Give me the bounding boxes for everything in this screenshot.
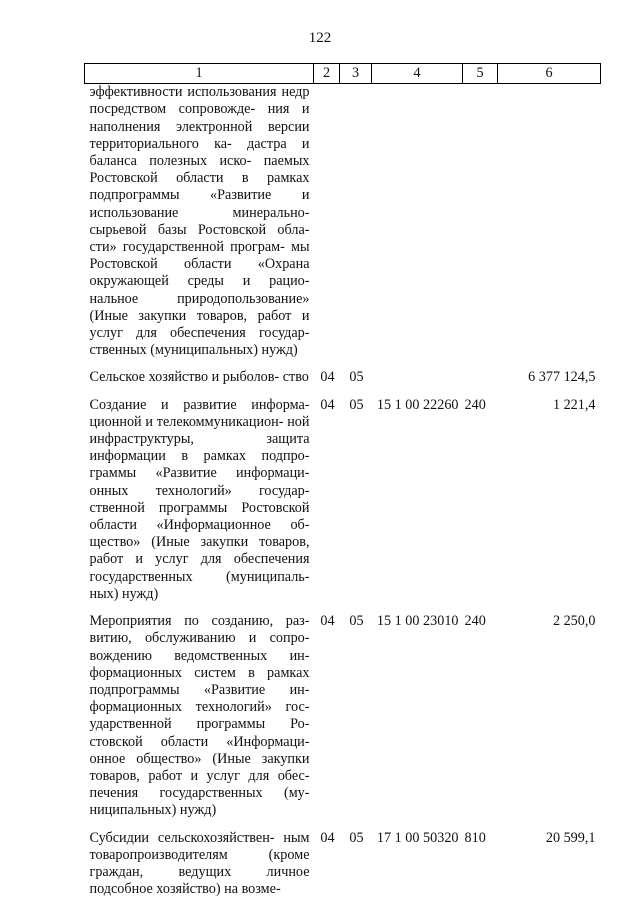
row-spacer [85, 387, 601, 397]
table-header-row [85, 64, 601, 84]
row-amount: 6 377 124,5 [528, 369, 596, 386]
row-amount: 2 250,0 [552, 613, 596, 630]
row-section-code: 04 [320, 396, 335, 413]
row-expense-type: 240 [464, 613, 486, 630]
column-header-6: 6 [498, 64, 601, 84]
table-row [85, 830, 601, 899]
column-header-4: 4 [372, 64, 463, 84]
row-expense-type: 810 [464, 829, 486, 846]
column-header-5: 5 [463, 64, 498, 84]
row-subsection-code: 05 [349, 396, 364, 413]
row-description: Мероприятия по созданию, раз- витию, обслуживанию и сопро- вождению ведомственных ин- формационных систем в рамках подпрограммы «Развитие ин- формационных технологий» гос- ударственной программы Ро- стовской области «Информаци- онное общество» (Иные закупки товаров, работ и услуг для обес- печения государственных (му- ниципальных) нужд) [89, 613, 310, 819]
row-section-code [314, 84, 340, 360]
row-target-article: 15 1 00 23010 [376, 613, 459, 630]
row-expense-type: 240 [464, 396, 486, 413]
row-expense-type [463, 84, 498, 360]
table-row [85, 369, 601, 386]
column-header-3: 3 [340, 64, 372, 84]
row-subsection-code: 05 [349, 829, 364, 846]
row-target-article [372, 369, 463, 386]
row-description: Субсидии сельскохозяйствен- ным товаропроизводителям (кроме граждан, ведущих личное подсобное хозяйство) на возме- [89, 829, 310, 898]
table-row [85, 397, 601, 603]
page-number: 122 [308, 30, 332, 46]
row-subsection-code: 05 [349, 369, 364, 386]
row-amount: 20 599,1 [545, 829, 596, 846]
row-target-article [372, 84, 463, 360]
row-section-code: 04 [320, 829, 335, 846]
row-section-code: 04 [320, 613, 335, 630]
table-row [85, 84, 601, 360]
budget-table [84, 63, 601, 898]
table-row [85, 613, 601, 819]
column-header-1: 1 [85, 64, 314, 84]
row-description: Сельское хозяйство и рыболов- ство [89, 369, 309, 386]
row-description: эффективности использования недр посредством сопровожде- ния и наполнения электронной версии территориального ка- дастра и баланса полезных иско- паемых Ростовской области в рамках подпрограммы «Развитие и использование минерально- сырьевой базы Ростовской обла- сти» государственной програм- мы Ростовской области «Охрана окружающей среды и рацио- нальное природопользование» (Иные закупки товаров, работ и услуг для обеспечения государ- ственных (муниципальных) нужд) [89, 84, 310, 359]
row-amount: 1 221,4 [552, 396, 596, 413]
row-subsection-code [340, 84, 372, 360]
row-spacer [85, 603, 601, 613]
row-spacer [85, 820, 601, 830]
row-expense-type [463, 369, 498, 386]
row-description: Создание и развитие информа- ционной и телекоммуникацион- ной инфраструктуры, защита информации в рамках подпро- граммы «Развитие информаци- онных технологий» государ- ственной программы Ростовской области «Информационное об- щество» (Иные закупки товаров, работ и услуг для обеспечения государственных (муниципаль- ных) нужд) [89, 396, 310, 602]
row-subsection-code: 05 [349, 613, 364, 630]
row-section-code: 04 [320, 369, 335, 386]
column-header-2: 2 [314, 64, 340, 84]
row-amount [498, 84, 601, 360]
row-spacer [85, 359, 601, 369]
row-target-article: 15 1 00 22260 [376, 396, 459, 413]
row-target-article: 17 1 00 50320 [376, 829, 459, 846]
